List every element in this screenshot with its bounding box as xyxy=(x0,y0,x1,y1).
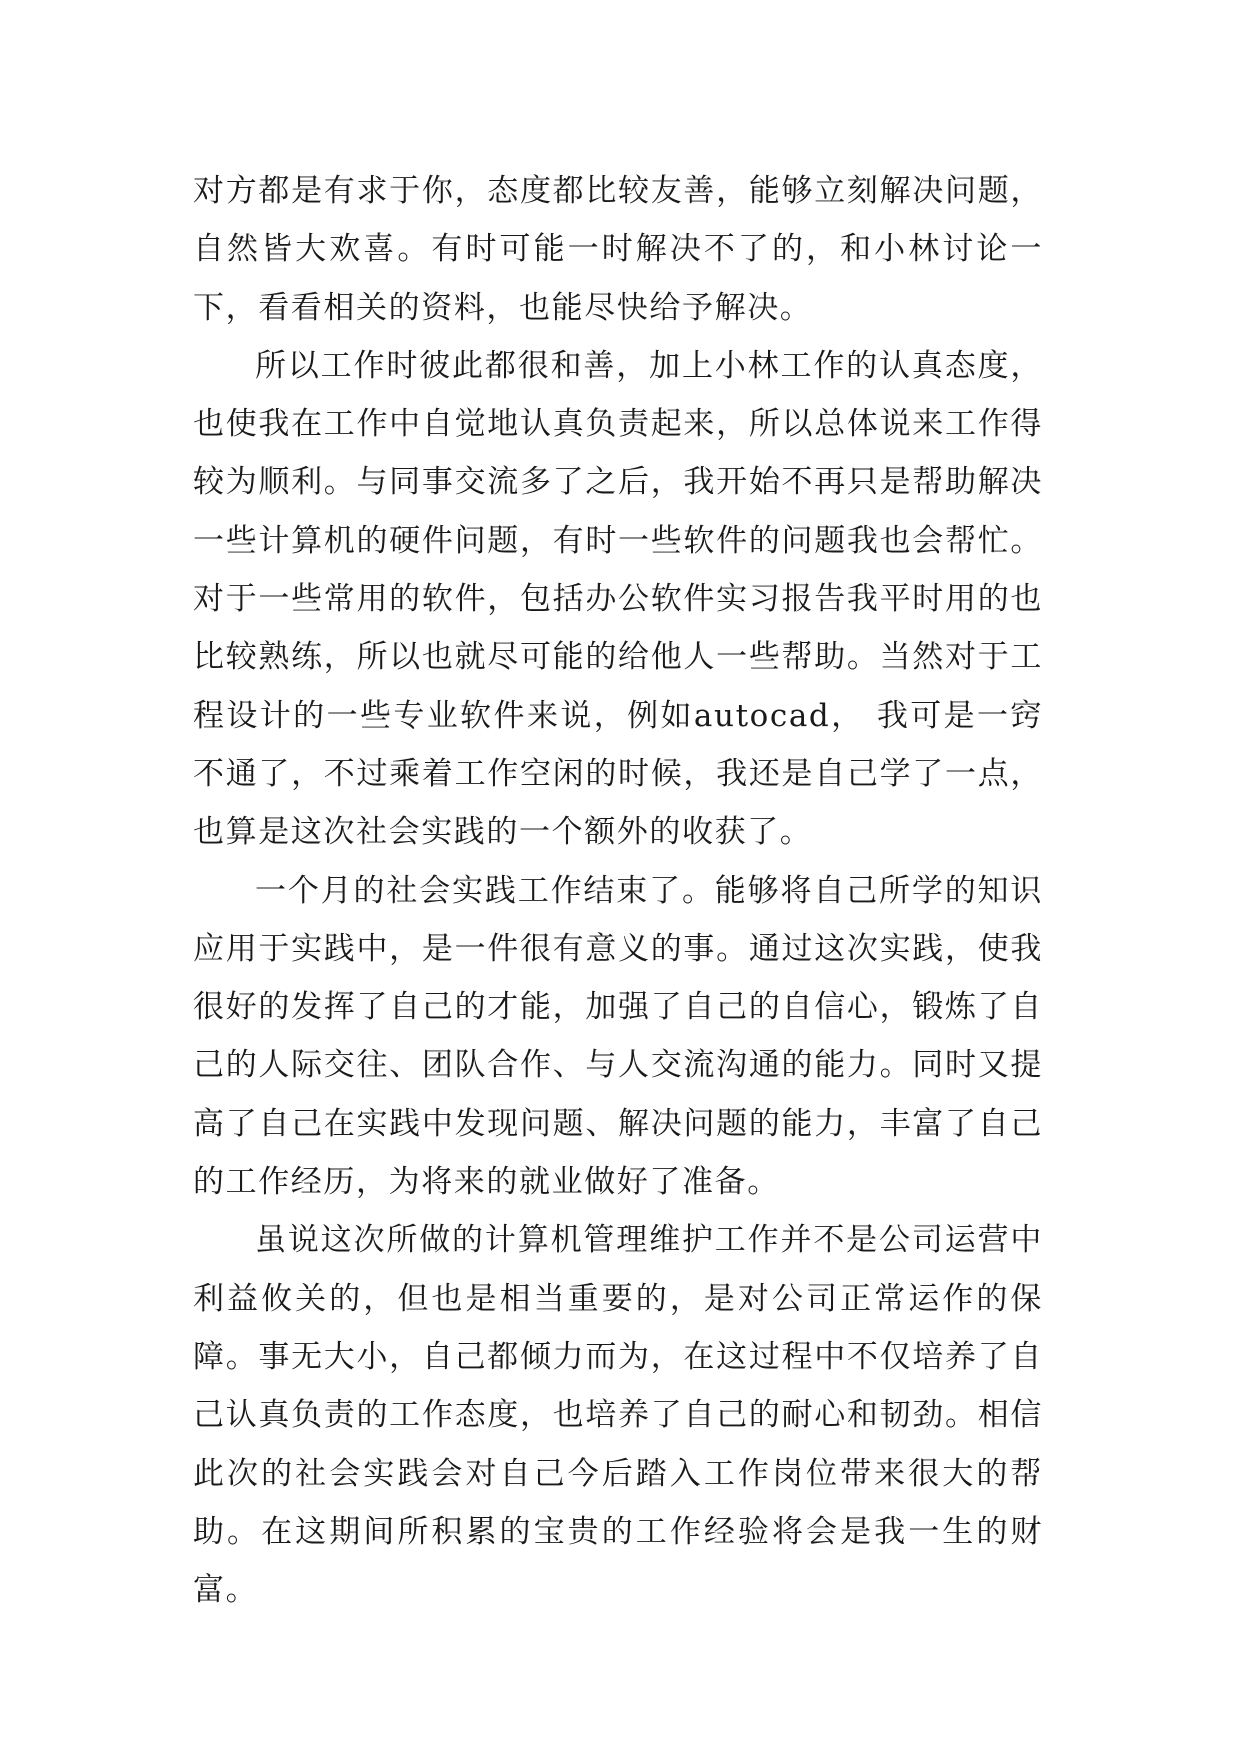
document-body xyxy=(193,162,1043,1619)
paragraph-2: 所以工作时彼此都很和善，加上小林工作的认真态度，也使我在工作中自觉地认真负责起来，所以总体说来工作得较为顺利。与同事交流多了之后，我开始不再只是帮助解决一些计算机的硬件问题，有时一些软件的问题我也会帮忙。对于一些常用的软件，包括办公软件实习报告我平时用的也比较熟练，所以也就尽可能的给他人一些帮助。当然对于工程设计的一些专业软件来说，例如autocad， 我可是一窍不通了，不过乘着工作空闲的时候，我还是自己学了一点，也算是这次社会实践的一个额外的收获了。 xyxy=(193,347,1043,851)
paragraph-1: 对方都是有求于你，态度都比较友善，能够立刻解决问题，自然皆大欢喜。有时可能一时解决不了的，和小林讨论一下，看看相关的资料，也能尽快给予解决。 xyxy=(193,173,1043,326)
paragraph-3: 一个月的社会实践工作结束了。能够将自己所学的知识应用于实践中，是一件很有意义的事。通过这次实践，使我很好的发挥了自己的才能，加强了自己的自信心，锻炼了自己的人际交往、团队合作、与人交流沟通的能力。同时又提高了自己在实践中发现问题、解决问题的能力，丰富了自己的工作经历，为将来的就业做好了准备。 xyxy=(193,872,1043,1201)
paragraph-4: 虽说这次所做的计算机管理维护工作并不是公司运营中利益攸关的，但也是相当重要的，是对公司正常运作的保障。事无大小，自己都倾力而为，在这过程中不仅培养了自己认真负责的工作态度，也培养了自己的耐心和韧劲。相信此次的社会实践会对自己今后踏入工作岗位带来很大的帮助。在这期间所积累的宝贵的工作经验将会是我一生的财富。 xyxy=(193,1222,1043,1609)
